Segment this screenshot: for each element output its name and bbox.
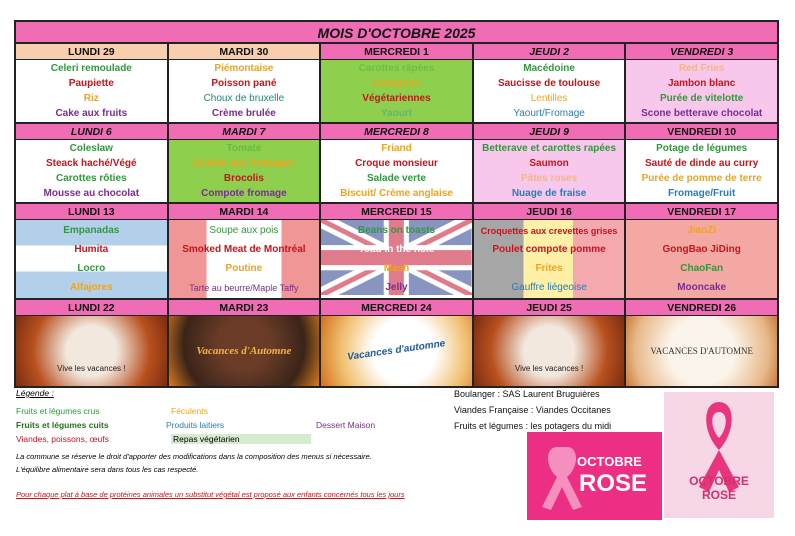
menu-item: Frites <box>535 262 563 274</box>
menu-item: Fromage/Fruit <box>668 187 736 199</box>
week-holiday-banners <box>16 316 777 386</box>
menu-item: Mash <box>383 262 410 274</box>
day-header: MARDI 14 <box>169 204 322 220</box>
legend <box>16 388 466 499</box>
day-menu <box>16 220 169 298</box>
menu-item: Carottes rôties <box>56 172 127 184</box>
menu-item: Purée de vitelotte <box>659 92 744 104</box>
day-menu <box>474 220 627 298</box>
menu-item: Red Fries <box>678 62 725 74</box>
menu-item: GongBao JiDing <box>662 243 741 255</box>
menu-item: Salade verte <box>367 172 426 184</box>
menu-item: Locro <box>77 262 106 274</box>
day-menu <box>626 220 777 298</box>
suppliers <box>454 386 611 434</box>
menu-item: Tarte au beurre/Maple Taffy <box>189 282 299 293</box>
menu-item: Potage de légumes <box>656 142 748 154</box>
week-header <box>16 204 777 220</box>
day-header: JEUDI 2 <box>474 44 627 60</box>
menu-item: Brocolis <box>223 172 264 184</box>
menu-item: Crème brulée <box>211 107 276 119</box>
menu-item: Jelly <box>385 281 408 293</box>
holiday-banner <box>16 316 169 386</box>
menu-item: Coleslaw <box>69 142 113 154</box>
octobre-rose-logo <box>664 392 774 518</box>
day-header: MARDI 23 <box>169 300 322 316</box>
day-header: VENDREDI 26 <box>626 300 777 316</box>
legend-item: Dessert Maison <box>316 420 376 430</box>
week-menus <box>16 60 777 124</box>
menu-item: Choux de bruxelle <box>203 92 285 104</box>
holiday-banner <box>474 316 627 386</box>
day-header: LUNDI 13 <box>16 204 169 220</box>
menu-item: JiaoZi <box>687 224 717 236</box>
menu-item: Végétariennes <box>362 92 431 104</box>
week-menus <box>16 220 777 300</box>
day-menu <box>169 220 322 298</box>
menu-item: Smoked Meat de Montréal <box>182 243 306 255</box>
day-menu <box>626 60 777 122</box>
menu-table <box>14 20 779 388</box>
supplier-line: Viandes Française : Viandes Occitanes <box>454 405 611 415</box>
rose-line1: OCTOBRE <box>577 454 642 469</box>
week-menus <box>16 140 777 204</box>
menu-item: Croquettes aux crevettes grises <box>480 225 618 236</box>
legend-title: Légende : <box>16 388 54 398</box>
day-menu <box>474 60 627 122</box>
octobre-rose-banner <box>527 432 662 520</box>
day-header: VENDREDI 10 <box>626 124 777 140</box>
menu-item: Humita <box>74 243 109 255</box>
day-header: MERCREDI 8 <box>321 124 474 140</box>
banner-text: Vive les vacances ! <box>57 364 126 373</box>
rose-line2: ROSE <box>579 470 648 497</box>
menu-item: Poisson pané <box>211 77 277 89</box>
week-header <box>16 124 777 140</box>
menu-item: Saumon <box>529 157 569 169</box>
banner-text: Vacances d'automne <box>346 338 447 363</box>
week-header <box>16 44 777 60</box>
menu-item: Scone betterave chocolat <box>641 107 763 119</box>
menu-item: Jambon blanc <box>668 77 736 89</box>
menu-item: Sauté de dinde au curry <box>644 157 759 169</box>
day-menu <box>16 140 169 202</box>
menu-item: ChaoFan <box>680 262 724 274</box>
menu-item: Mousse au chocolat <box>43 187 140 199</box>
menu-item: Lentilles <box>530 92 568 104</box>
menu-item: Pâtes roses <box>521 172 578 184</box>
menu-item: Mooncake <box>677 281 727 293</box>
day-menu <box>16 60 169 122</box>
day-header: JEUDI 25 <box>474 300 627 316</box>
holiday-banner <box>169 316 322 386</box>
legend-item: Produits laitiers <box>166 420 225 430</box>
menu-item: Saucisse de toulouse <box>497 77 601 89</box>
menu-item: Empanadas <box>63 224 120 236</box>
supplier-line: Boulanger : SAS Laurent Bruguières <box>454 389 600 399</box>
menu-item: Alfajores <box>69 281 113 293</box>
day-header: LUNDI 22 <box>16 300 169 316</box>
menu-item: Nuage de fraise <box>511 187 587 199</box>
day-header: VENDREDI 17 <box>626 204 777 220</box>
day-header: LUNDI 29 <box>16 44 169 60</box>
day-header: MERCREDI 24 <box>321 300 474 316</box>
menu-item: Yaourt/Fromage <box>513 107 585 119</box>
menu-item: Riz <box>83 92 99 104</box>
day-header: MERCREDI 1 <box>321 44 474 60</box>
menu-item: Purée de pomme de terre <box>641 172 762 184</box>
menu-item: Cake aux fruits <box>55 107 128 119</box>
menu-item: Celeri remoulade <box>50 62 132 74</box>
menu-item: Steack haché/Végé <box>45 157 137 169</box>
menu-item: Beans on toasts <box>357 224 436 236</box>
menu-item: Piémontaise <box>214 62 274 74</box>
day-menu <box>321 220 474 298</box>
banner-text: VACANCES D'AUTOMNE <box>650 346 753 356</box>
day-header: JEUDI 9 <box>474 124 627 140</box>
day-header: JEUDI 16 <box>474 204 627 220</box>
day-menu <box>169 60 322 122</box>
menu-item: Macédoine <box>523 62 575 74</box>
legend-item: Viandes, poissons, œufs <box>16 434 109 444</box>
menu-item: Croque monsieur <box>355 157 438 169</box>
page-title: MOIS D'OCTOBRE 2025 <box>16 22 777 44</box>
menu-item: Paupiette <box>68 77 114 89</box>
legend-note: L'équilibre alimentaire sera dans tous les cas respecté. <box>16 465 199 474</box>
menu-item: Compote fromage <box>201 187 287 199</box>
rose-line1: OCTOBRE <box>689 474 749 488</box>
legend-item: Féculents <box>171 406 208 416</box>
day-menu <box>626 140 777 202</box>
day-header: MARDI 7 <box>169 124 322 140</box>
menu-item: Quiche aux fromages <box>193 157 295 169</box>
holiday-banner <box>626 316 777 386</box>
day-menu <box>474 140 627 202</box>
menu-item: Poulet compote pomme <box>492 243 606 255</box>
day-header: MERCREDI 15 <box>321 204 474 220</box>
menu-item: Carottes râpées <box>358 62 435 74</box>
week-header <box>16 300 777 316</box>
menu-item: Biscuit/ Crème anglaise <box>340 187 453 199</box>
legend-note-red: Pour chaque plat à base de protéines animales un substitut végétal est proposé aux enfants concernés tous les jours <box>16 490 405 499</box>
legend-item: Fruits et légumes cuits <box>16 420 109 430</box>
legend-note: La commune se réserve le droit d'apporter des modifications dans la composition des menus si nécessaire. <box>16 452 372 461</box>
supplier-line: Fruits et légumes : les potagers du midi <box>454 421 612 431</box>
menu-item: Yaourt <box>380 107 413 119</box>
day-header: MARDI 30 <box>169 44 322 60</box>
legend-item: Repas végétarien <box>171 434 311 444</box>
menu-item: Poutine <box>225 262 263 274</box>
day-header: LUNDI 6 <box>16 124 169 140</box>
day-menu <box>169 140 322 202</box>
menu-item: Lasagnes <box>373 77 420 89</box>
legend-item: Fruits et légumes crus <box>16 406 100 416</box>
menu-item: Tomate <box>226 142 262 154</box>
day-menu <box>321 60 474 122</box>
menu-item: Betterave et carottes rapées <box>482 142 617 154</box>
menu-item: Toad in the hole <box>358 243 435 255</box>
menu-item: Gauffre liégeoise <box>511 281 587 293</box>
banner-text: Vacances d'Automne <box>196 345 292 357</box>
menu-item: Friand <box>381 142 412 154</box>
day-menu <box>321 140 474 202</box>
banner-text: Vive les vacances ! <box>514 364 584 373</box>
menu-item: Soupe aux pois <box>209 224 279 236</box>
rose-line2: ROSE <box>701 488 736 502</box>
holiday-banner <box>321 316 474 386</box>
day-header: VENDREDI 3 <box>626 44 777 60</box>
